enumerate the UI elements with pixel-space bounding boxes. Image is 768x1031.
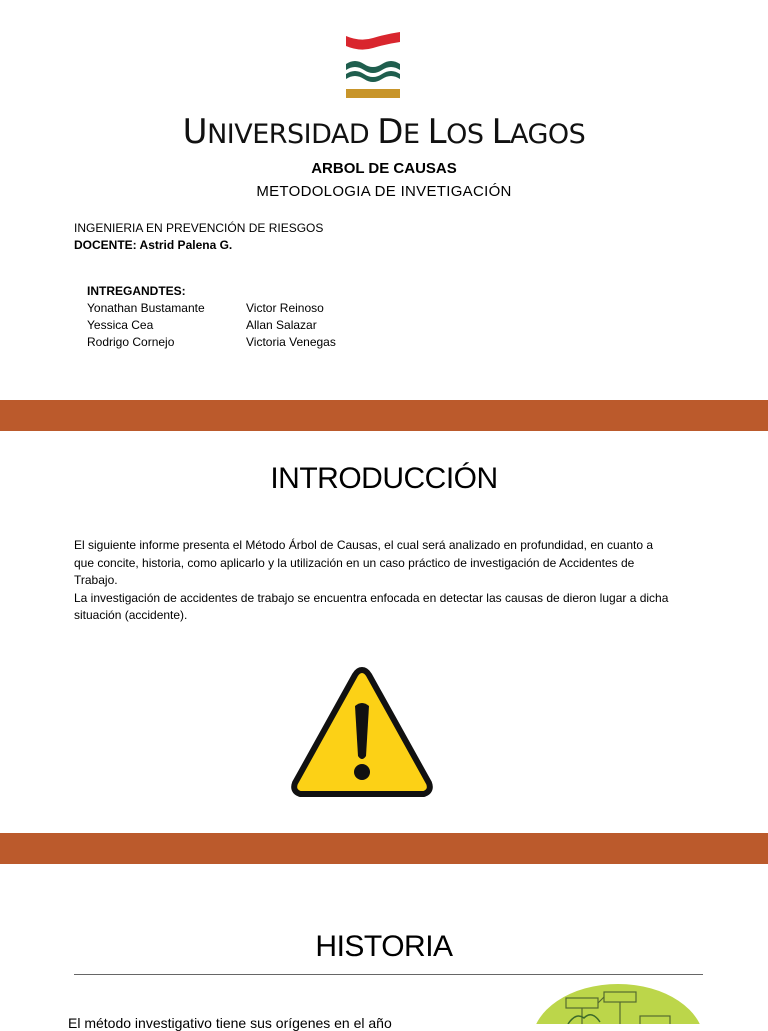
members-column-1	[87, 300, 205, 351]
intro-paragraph: El siguiente informe presenta el Método Árbol de Causas, el cual será analizado en profundidad, en cuanto a que concite, historia, como aplicarlo y la utilización en un caso práctico de investigación de Accidentes de Trabajo.	[74, 538, 654, 587]
history-text: El método investigativo tiene sus orígenes en el año	[68, 1015, 392, 1031]
teacher-label: DOCENTE: Astrid Palena G.	[74, 238, 233, 252]
intro-paragraph: La investigación de accidentes de trabajo se encuentra enfocada en detectar las causas de dieron lugar a dicha situación (accidente).	[74, 590, 669, 622]
member-name: Yessica Cea	[87, 318, 154, 332]
university-name: UNIVERSIDAD DE LOS LAGOS	[182, 112, 586, 152]
member-name: Rodrigo Cornejo	[87, 335, 175, 349]
warning-icon	[289, 664, 435, 800]
member-name: Victoria Venegas	[246, 335, 336, 349]
intro-text	[74, 537, 674, 625]
intro-heading: INTRODUCCIÓN	[270, 462, 498, 495]
member-name: Yonathan Bustamante	[87, 301, 205, 315]
history-heading: HISTORIA	[315, 930, 453, 963]
document-subtitle: METODOLOGIA DE INVETIGACIÓN	[256, 183, 512, 200]
page-divider-band	[0, 833, 768, 864]
university-logo	[340, 30, 406, 102]
member-name: Allan Salazar	[246, 318, 317, 332]
page-divider-band	[0, 400, 768, 431]
heading-rule	[74, 974, 703, 975]
members-column-2	[246, 300, 336, 351]
tree-illustration	[528, 982, 708, 1024]
member-name: Victor Reinoso	[246, 301, 324, 315]
career-label: INGENIERIA EN PREVENCIÓN DE RIESGOS	[74, 221, 324, 235]
document-title: ARBOL DE CAUSAS	[311, 160, 457, 177]
members-heading: INTREGANDTES:	[87, 284, 186, 298]
